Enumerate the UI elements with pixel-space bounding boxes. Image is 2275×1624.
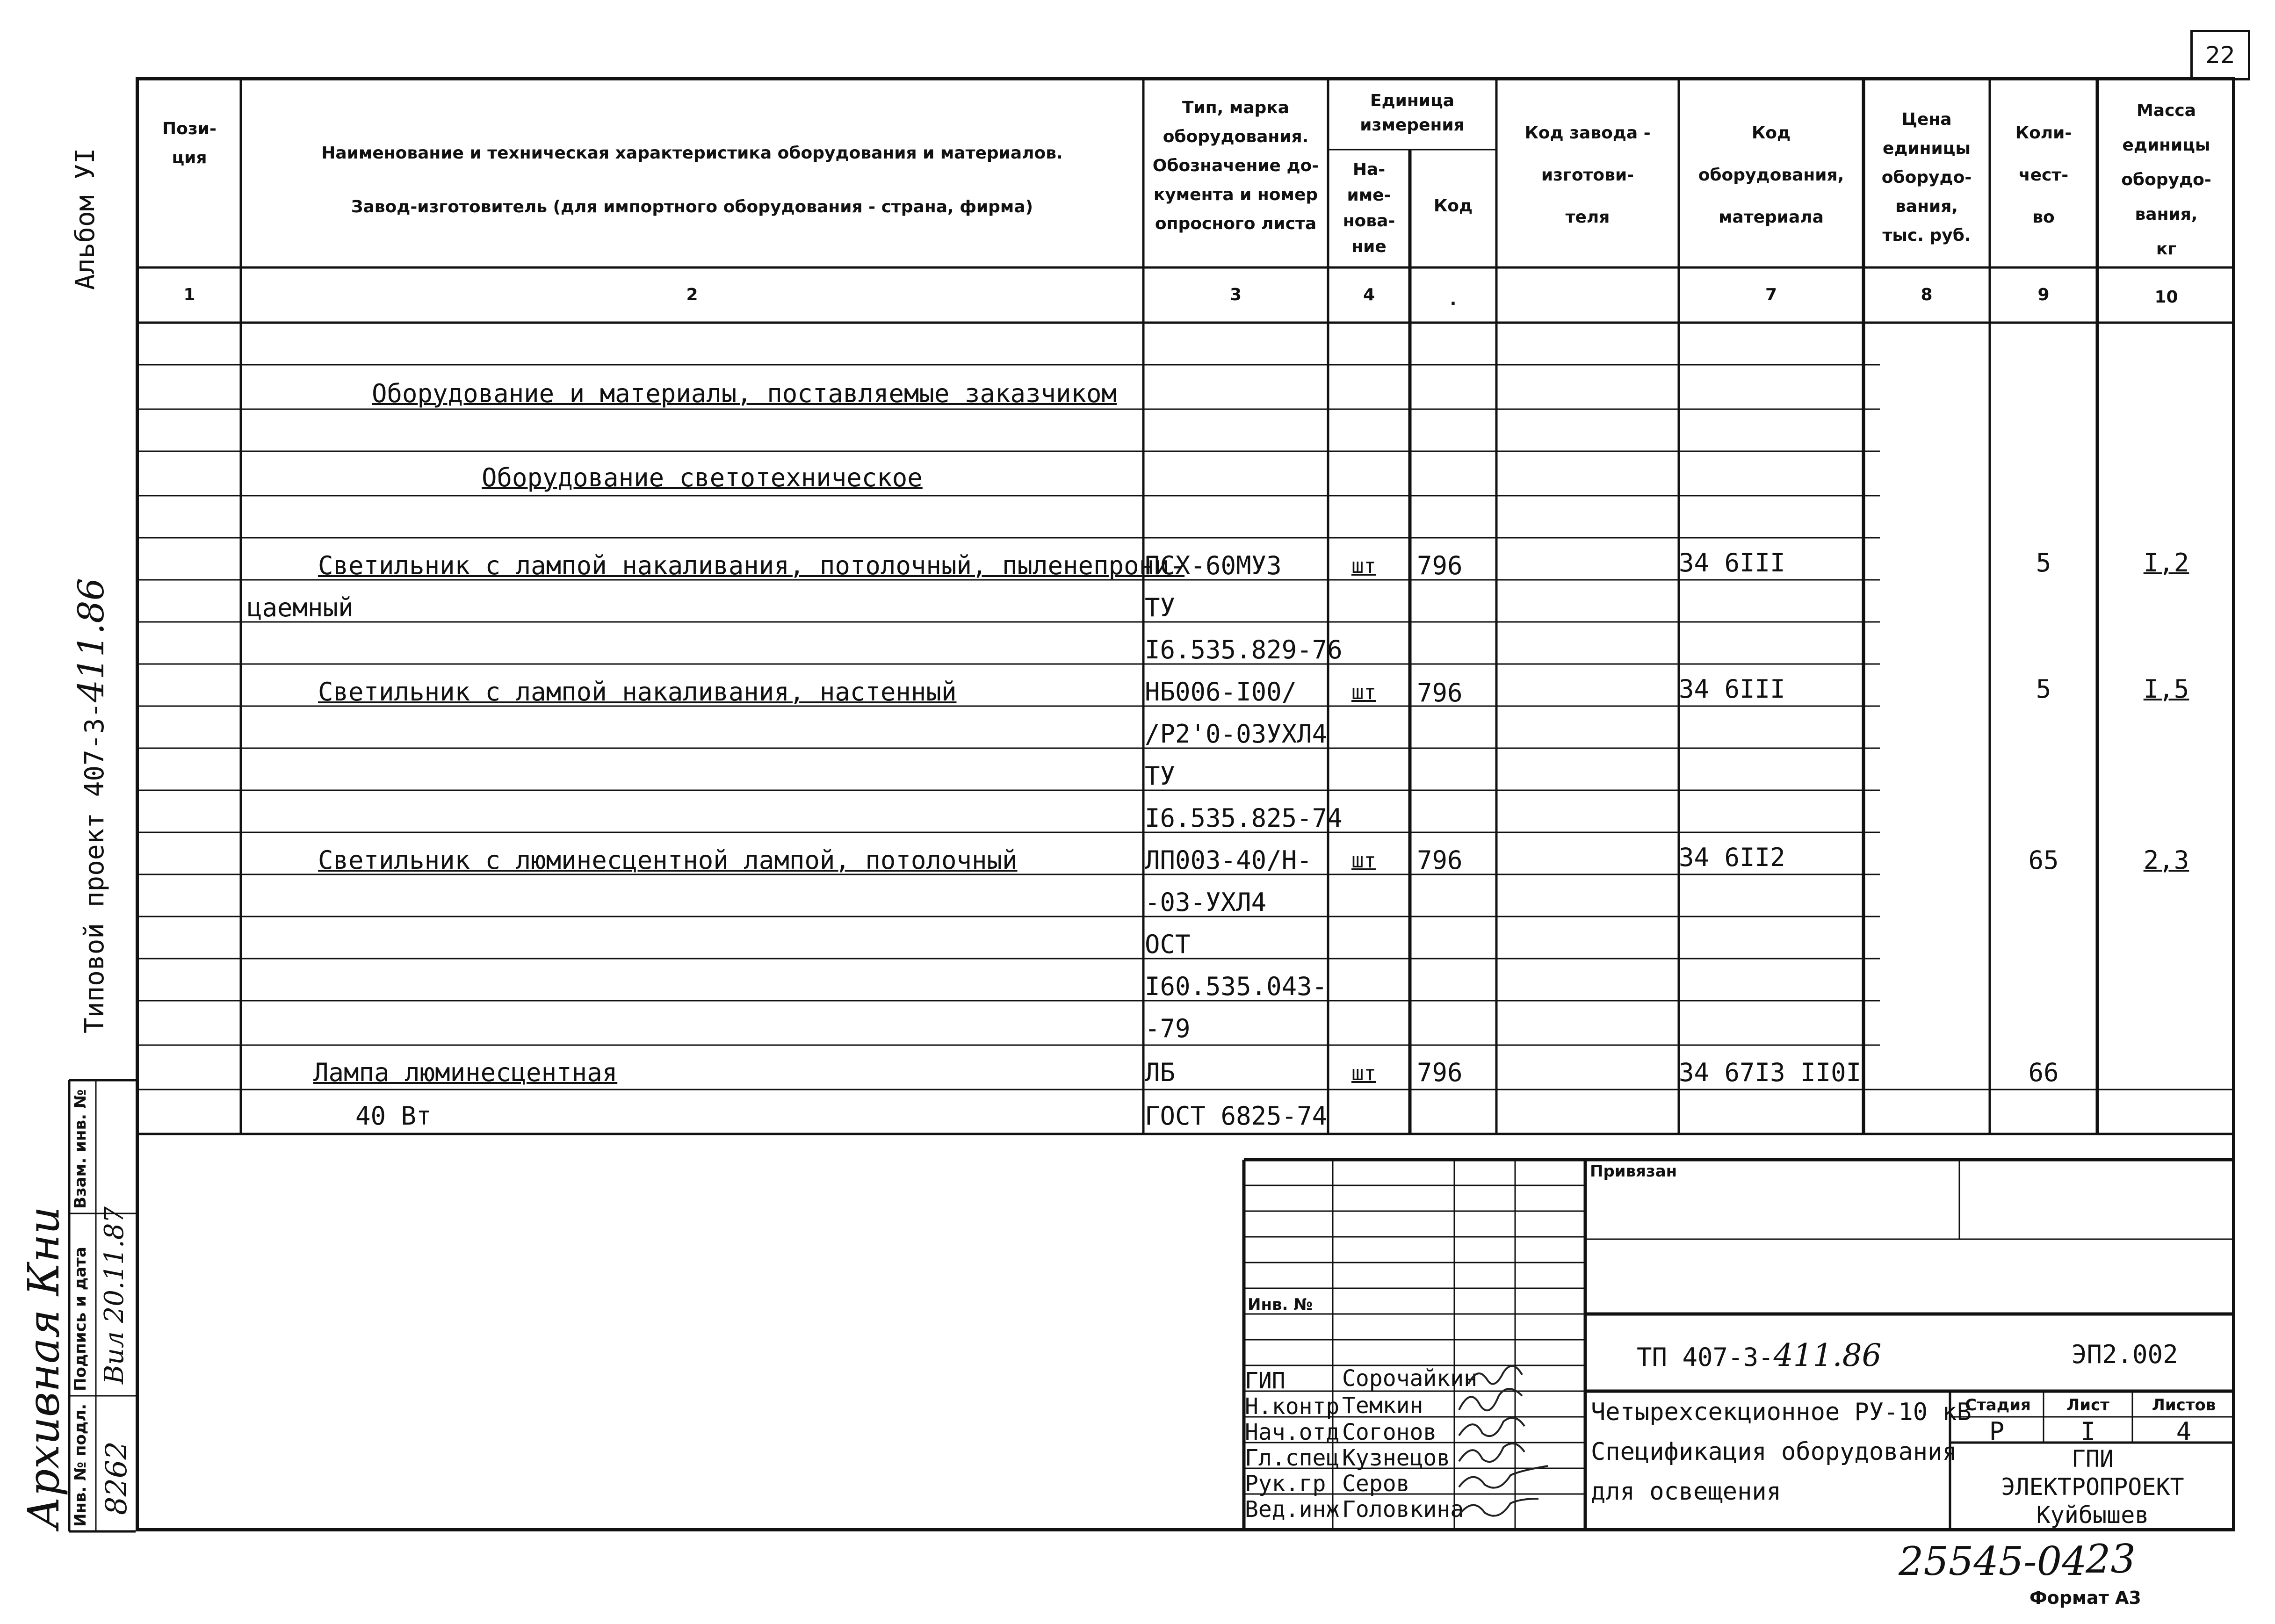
row-name-cont: 40 Вт xyxy=(355,1101,432,1131)
colnum-3: 3 xyxy=(1229,285,1242,304)
doc-number: ЭП2.002 xyxy=(2072,1340,2178,1369)
signer-role: Н.контр xyxy=(1245,1393,1340,1420)
header-col-position: Пози- ция xyxy=(162,119,217,167)
inventory-label: Инв. № xyxy=(1248,1295,1313,1314)
row-name: Светильник с люминесцентной лампой, потолочный xyxy=(318,845,1018,875)
row-equipment-code: 34 6II2 xyxy=(1679,843,1785,872)
stamp-hand-inv-number: 8262 xyxy=(99,1441,133,1515)
signer-name: Головкина xyxy=(1342,1496,1464,1523)
stage-label: Стадия xyxy=(1965,1396,2031,1415)
row-name: Лампа люминесцентная xyxy=(313,1058,618,1087)
sheet-value: I xyxy=(2080,1417,2096,1446)
row-equipment-code: 34 6III xyxy=(1679,548,1785,577)
colnum-9: 9 xyxy=(2037,285,2050,304)
sheets-value: 4 xyxy=(2176,1417,2192,1446)
document-title-line-3: для освещения xyxy=(1591,1478,1781,1506)
signer-name: Сорочайкин xyxy=(1342,1365,1477,1392)
format-label: Формат А3 xyxy=(2029,1588,2141,1608)
row-quantity: 65 xyxy=(2028,845,2059,875)
row-type-cont: ОСТ xyxy=(1145,930,1191,959)
row-type: НБ006-I00/ xyxy=(1145,677,1297,707)
header-col-type: Тип, марка оборудования. Обозначение до- кумента и номер опросного листа xyxy=(1152,98,1319,233)
row-unit-code: 796 xyxy=(1417,845,1463,875)
row-unit: шт xyxy=(1351,554,1376,578)
handwritten-page-number: 23 xyxy=(2086,1536,2136,1582)
attached-label: Привязан xyxy=(1590,1162,1677,1181)
signer-name: Темкин xyxy=(1342,1393,1423,1419)
signer-role: Вед.инж xyxy=(1245,1496,1340,1523)
row-unit: шт xyxy=(1351,680,1376,704)
row-type-cont: ГОСТ 6825-74 xyxy=(1145,1101,1328,1131)
archive-signature: Архивная Кни xyxy=(19,1206,69,1529)
doc-code: ТП 407-3-411.86 xyxy=(1637,1337,1882,1373)
row-mass: 2,3 xyxy=(2143,845,2189,875)
colnum-5: . xyxy=(1450,290,1457,309)
row-name-cont: цаемный xyxy=(247,593,354,622)
signature-icon xyxy=(1459,1499,1538,1516)
row-type-cont: I6.535.829-76 xyxy=(1145,635,1343,664)
row-name: Светильник с лампой накаливания, настенный xyxy=(318,677,957,707)
signature-icon xyxy=(1459,1389,1522,1410)
header-col-equipment-code: Код оборудования, материала xyxy=(1698,123,1844,227)
row-mass: I,2 xyxy=(2143,548,2189,577)
colnum-1: 1 xyxy=(183,285,195,304)
colnum-10: 10 xyxy=(2154,288,2178,307)
page-number: 22 xyxy=(2190,30,2250,80)
row-quantity: 66 xyxy=(2028,1058,2059,1087)
row-type: ЛБ xyxy=(1145,1058,1176,1087)
stamp-label-signature-date: Подпись и дата xyxy=(71,1247,90,1391)
header-col-name: Наименование и техническая характеристика оборудования и материалов. Завод-изготовитель (для импортного оборудования - страна, фирма) xyxy=(321,144,1063,217)
signer-role: Гл.спец xyxy=(1245,1445,1340,1471)
sheets-label: Листов xyxy=(2152,1396,2216,1415)
row-unit: шт xyxy=(1351,1061,1376,1085)
signature-icon xyxy=(1459,1466,1548,1488)
row-quantity: 5 xyxy=(2036,548,2051,577)
signer-role: Рук.гр xyxy=(1245,1471,1326,1497)
row-unit: шт xyxy=(1351,849,1376,873)
stage-value: Р xyxy=(1989,1417,2005,1446)
row-unit-code: 796 xyxy=(1417,551,1463,580)
colnum-4: 4 xyxy=(1363,285,1375,304)
document-title-line-1: Четырехсекционное РУ-10 кВ xyxy=(1591,1398,1972,1426)
section-heading-customer-supplied: Оборудование и материалы, поставляемые заказчиком xyxy=(372,379,1117,408)
row-type-cont: I60.535.043- xyxy=(1145,972,1328,1001)
row-type-cont: /Р2'0-03УХЛ4 xyxy=(1145,719,1328,749)
row-type-cont: ТУ xyxy=(1145,593,1176,622)
row-type: ПСХ-60МУЗ xyxy=(1145,551,1282,580)
header-col-quantity: Коли- чест- во xyxy=(2015,123,2072,227)
colnum-7: 7 xyxy=(1765,285,1777,304)
row-type-cont: -03-УХЛ4 xyxy=(1145,888,1267,917)
signature-icon xyxy=(1459,1444,1524,1462)
stamp-hand-signature: Вил 20.11.87 xyxy=(99,1206,130,1384)
stamp-label-inv-orig: Инв. № подл. xyxy=(71,1403,90,1527)
row-unit-code: 796 xyxy=(1417,678,1463,707)
row-equipment-code: 34 67I3 II0I xyxy=(1679,1058,1862,1087)
header-unit-group: Единица измерения xyxy=(1360,91,1465,135)
signer-name: Кузнецов xyxy=(1342,1445,1451,1471)
header-col-factory-code: Код завода - изготови- теля xyxy=(1524,123,1651,227)
handwritten-archive-number: 25545-04 xyxy=(1899,1538,2087,1584)
row-type-cont: -79 xyxy=(1145,1014,1191,1043)
sheet-label: Лист xyxy=(2066,1396,2109,1415)
row-type-cont: I6.535.825-74 xyxy=(1145,803,1343,833)
album-label: Альбом УI xyxy=(70,148,101,290)
signer-role: ГИП xyxy=(1245,1368,1286,1394)
row-type-cont: ТУ xyxy=(1145,761,1176,791)
header-col-unit-code: Код xyxy=(1433,196,1473,216)
header-col-price: Цена единицы оборудо- вания, тыс. руб. xyxy=(1881,110,1972,245)
organization: ГПИ ЭЛЕКТРОПРОЕКТ Куйбышев xyxy=(2001,1445,2184,1529)
signature-icon xyxy=(1459,1418,1524,1436)
row-quantity: 5 xyxy=(2036,674,2051,704)
stamp-label-replaced-inv: Взам. инв. № xyxy=(71,1089,90,1209)
signer-name: Согонов xyxy=(1342,1419,1437,1445)
row-equipment-code: 34 6III xyxy=(1679,674,1785,704)
row-unit-code: 796 xyxy=(1417,1058,1463,1087)
project-label: Типовой проект 407-3-411.86 xyxy=(70,578,112,1033)
header-col-mass: Масса единицы оборудо- вания, кг xyxy=(2121,101,2211,259)
row-type: ЛП003-40/Н- xyxy=(1145,845,1312,875)
document-title-line-2: Спецификация оборудования xyxy=(1591,1438,1957,1466)
row-mass: I,5 xyxy=(2143,674,2189,704)
colnum-2: 2 xyxy=(686,285,698,304)
colnum-8: 8 xyxy=(1921,285,1933,304)
section-heading-lighting-equipment: Оборудование светотехническое xyxy=(482,463,923,492)
signer-role: Нач.отд xyxy=(1245,1419,1340,1445)
signature-icon xyxy=(1468,1366,1522,1384)
row-name: Светильник с лампой накаливания, потолочный, пыленепрони- xyxy=(318,551,1185,580)
signer-name: Серов xyxy=(1342,1471,1410,1497)
header-col-unit-name: На- име- нова- ние xyxy=(1343,160,1395,256)
